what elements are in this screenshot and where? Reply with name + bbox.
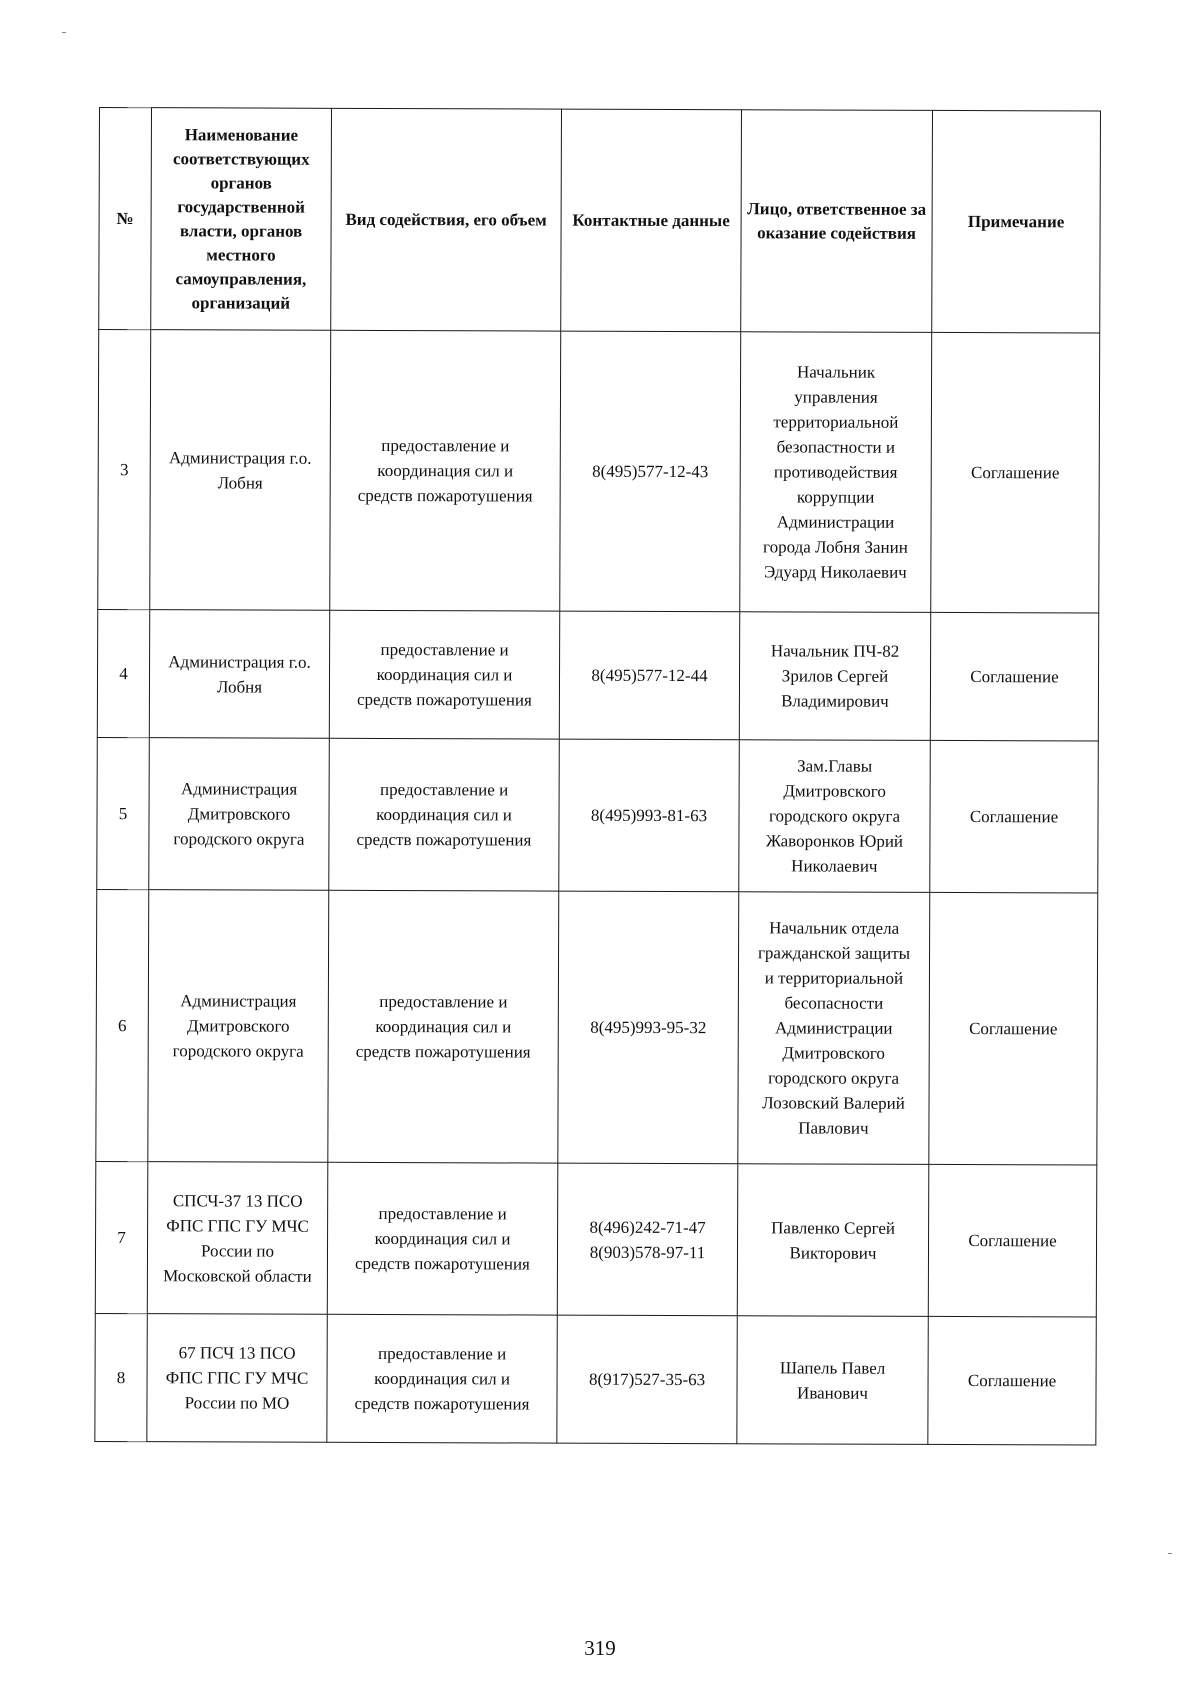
cell-organization: Администрация г.о. Лобня [150,330,331,611]
cell-note: Соглашение [930,740,1099,893]
cell-note: Соглашение [929,892,1098,1165]
cell-number: 4 [97,609,149,737]
cell-assistance-type: предоставление и координация сил и средств пожаротушения [328,890,559,1163]
scan-speck [62,32,66,33]
cell-note: Соглашение [928,1316,1096,1445]
cell-assistance-type: предоставление и координация сил и средств пожаротушения [329,610,559,739]
cell-organization: СПСЧ-37 13 ПСО ФПС ГПС ГУ МЧС России по Московской области [147,1162,328,1315]
cell-assistance-type: предоставление и координация сил и средств пожаротушения [330,330,561,611]
cell-note: Соглашение [928,1164,1097,1317]
header-organization: Наименование соответствующих органов государственной власти, органов местного самоуправления, организаций [151,108,332,331]
cell-responsible-person: Начальник отдела гражданской защиты и территориальной бесопасности Администрации Дмитровского городского округа Лозовский Валерий Павлович [738,892,930,1165]
cell-responsible-person: Шапель Павел Иванович [737,1316,928,1445]
table-row [95,1161,1097,1316]
table-row [96,889,1098,1164]
assistance-table [94,107,1101,1445]
cell-contacts: 8(495)993-81-63 [559,739,740,892]
cell-contacts: 8(495)577-12-43 [560,331,741,612]
cell-responsible-person: Павленко Сергей Викторович [737,1164,929,1317]
cell-note: Соглашение [930,612,1098,741]
cell-assistance-type: предоставление и координация сил и средств пожаротушения [327,1162,558,1315]
cell-note: Соглашение [931,332,1100,613]
header-contacts: Контактные данные [561,109,742,332]
cell-contacts: 8(495)577-12-44 [559,611,739,740]
cell-number: 6 [96,889,149,1161]
cell-contacts: 8(917)527-35-63 [557,1315,737,1444]
table-header-row [99,108,1101,333]
cell-organization: 67 ПСЧ 13 ПСО ФПС ГПС ГУ МЧС России по МО [147,1314,327,1443]
cell-number: 8 [95,1313,147,1441]
cell-contacts: 8(495)993-95-32 [558,891,739,1164]
cell-organization: Администрация Дмитровского городского округа [148,890,329,1163]
cell-assistance-type: предоставление и координация сил и средств пожаротушения [329,738,560,891]
table-row [98,330,1100,613]
header-responsible-person: Лицо, ответственное за оказание содействия [741,110,933,333]
table-row [97,737,1099,892]
cell-organization: Администрация г.о. Лобня [149,610,329,739]
header-assistance-type: Вид содействия, его объем [331,108,562,331]
cell-number: 7 [95,1161,148,1313]
table-row [95,1313,1096,1444]
header-note: Примечание [932,110,1101,333]
cell-responsible-person: Начальник ПЧ-82 Зрилов Сергей Владимирович [739,612,930,741]
cell-number: 5 [97,737,150,889]
scan-speck [1168,1553,1172,1554]
cell-contacts: 8(496)242-71-47 8(903)578-97-11 [557,1163,738,1316]
cell-assistance-type: предоставление и координация сил и средств пожаротушения [327,1314,557,1443]
header-number: № [99,108,152,330]
cell-responsible-person: Начальник управления территориальной безопастности и противодействия коррупции Администрации города Лобня Занин Эдуард Николаевич [740,332,932,613]
table-row [97,609,1098,740]
cell-responsible-person: Зам.Главы Дмитровского городского округа Жаворонков Юрий Николаевич [739,740,931,893]
cell-number: 3 [98,330,151,610]
page-number: 319 [584,1636,616,1660]
cell-organization: Администрация Дмитровского городского округа [149,738,330,891]
